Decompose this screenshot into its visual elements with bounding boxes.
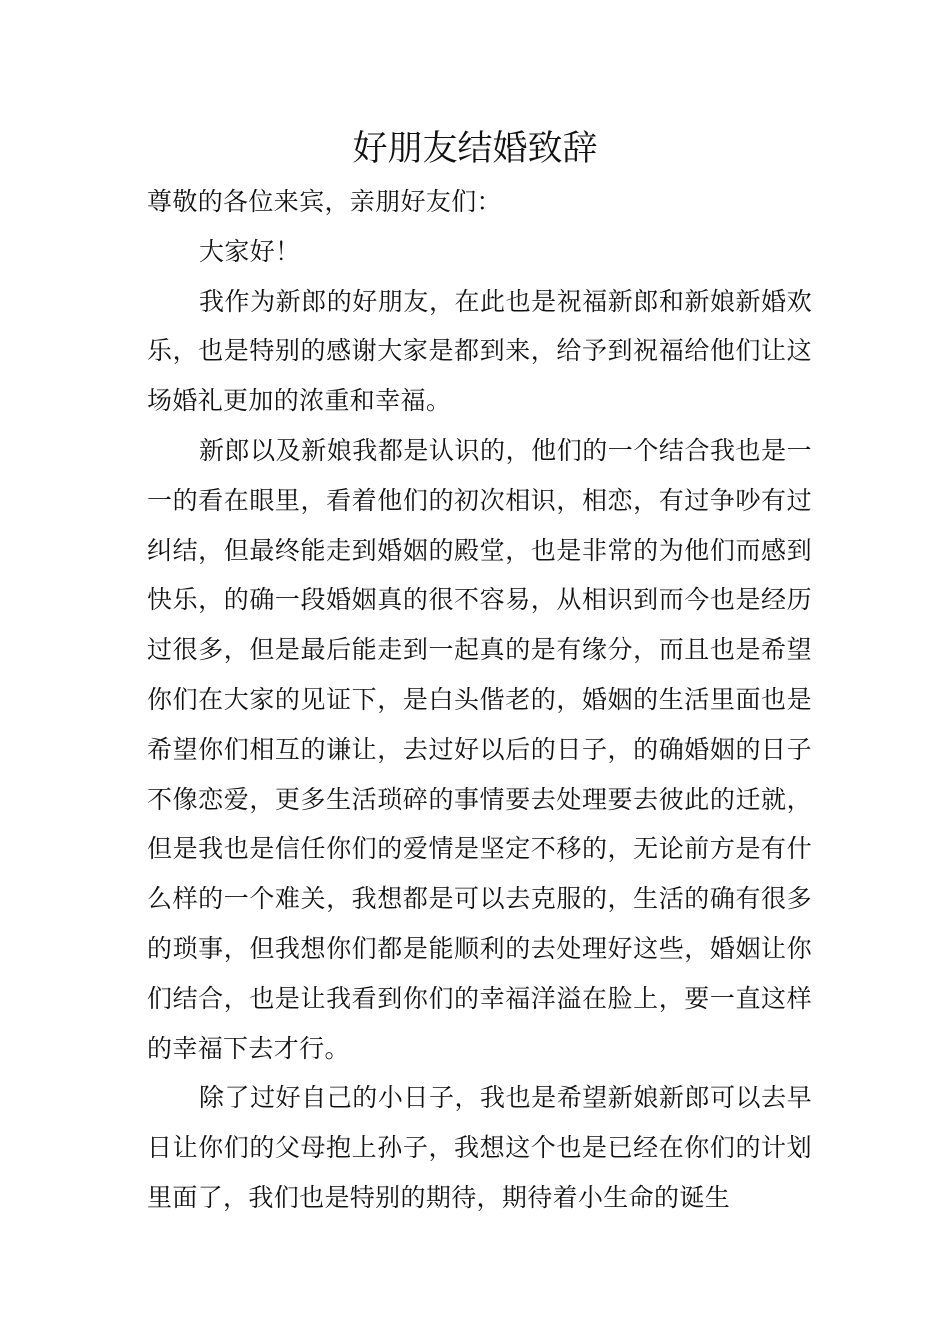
document-title: 好朋友结婚致辞 [352,129,598,169]
paragraph-3: 除了过好自己的小日子，我也是希望新娘新郎可以去早日让你们的父母抱上孙子，我想这个也是已经在你们的计划里面了，我们也是特别的期待，期待着小生命的诞生 [147,1083,812,1212]
document-body [147,177,812,1223]
paragraph-1: 我作为新郎的好朋友，在此也是祝福新郎和新娘新婚欢乐，也是特别的感谢大家是都到来，给予到祝福给他们让这场婚礼更加的浓重和幸福。 [147,286,812,416]
paragraph-2: 新郎以及新娘我都是认识的，他们的一个结合我也是一一的看在眼里，看着他们的初次相识，相恋，有过争吵有过纠结，但最终能走到婚姻的殿堂，也是非常的为他们而感到快乐，的确一段婚姻真的很不容易，从相识到而今也是经历过很多，但是最后能走到一起真的是有缘分，而且也是希望你们在大家的见证下，是白头偕老的，婚姻的生活里面也是希望你们相互的谦让，去过好以后的日子，的确婚姻的日子不像恋爱，更多生活琐碎的事情要去处理要去彼此的迁就，但是我也是信任你们的爱情是坚定不移的，无论前方是有什么样的一个难关，我想都是可以去克服的，生活的确有很多的琐事，但我想你们都是能顺利的去处理好这些，婚姻让你们结合，也是让我看到你们的幸福洋溢在脸上，要一直这样的幸福下去才行。 [147,435,812,1063]
greeting: 大家好！ [199,236,301,266]
salutation: 尊敬的各位来宾，亲朋好友们： [147,187,502,216]
